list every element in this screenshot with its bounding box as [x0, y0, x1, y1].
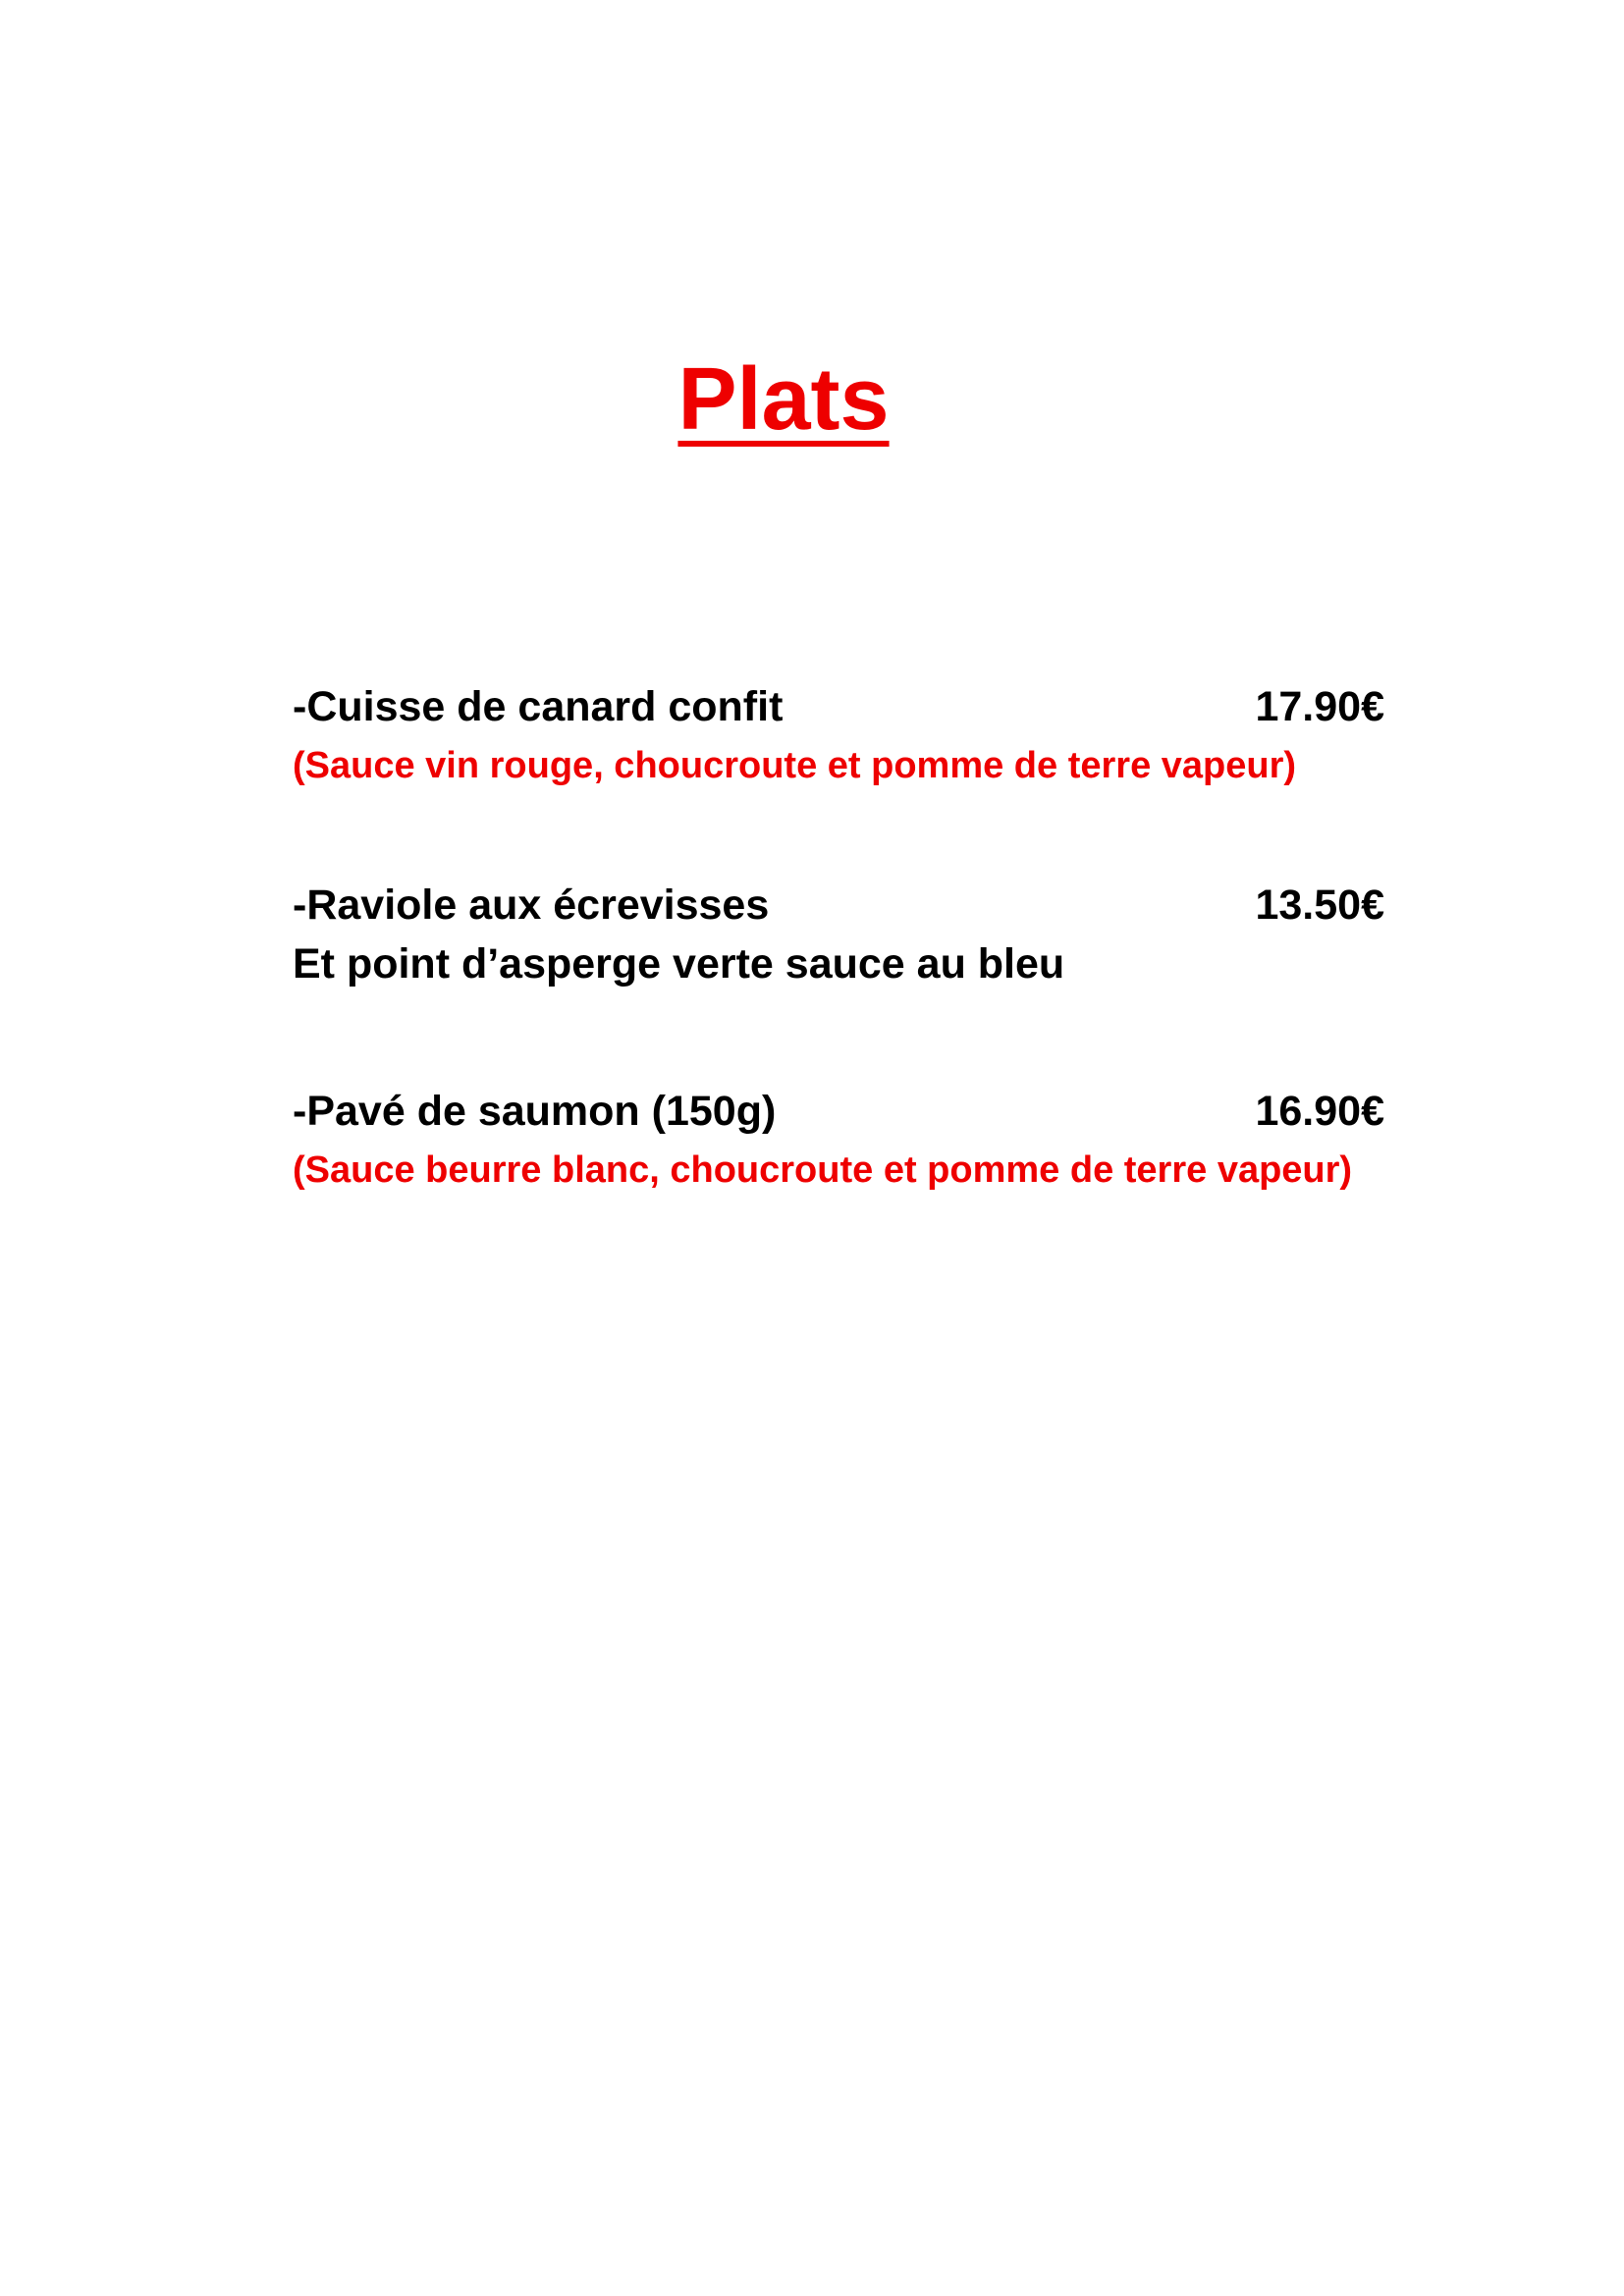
dish-item — [293, 1082, 1384, 1200]
dish-item — [293, 677, 1384, 795]
dish-header — [293, 876, 1384, 934]
dish-price: 16.90€ — [1255, 1088, 1384, 1135]
dish-header — [293, 677, 1384, 736]
dish-item — [293, 876, 1384, 993]
dish-name: -Cuisse de canard confit — [293, 683, 784, 730]
dish-name: -Raviole aux écrevisses — [293, 881, 770, 929]
dish-description: (Sauce vin rouge, choucroute et pomme de terre vapeur) — [293, 745, 1297, 786]
page-title: Plats — [677, 350, 890, 449]
dish-price: 13.50€ — [1255, 881, 1384, 929]
dish-name: -Pavé de saumon (150g) — [293, 1088, 777, 1135]
dish-description: (Sauce beurre blanc, choucroute et pomme de terre vapeur) — [293, 1149, 1353, 1191]
dish-header — [293, 1082, 1384, 1141]
dish-price: 17.90€ — [1255, 683, 1384, 730]
dish-description: Et point d’asperge verte sauce au bleu — [293, 940, 1065, 988]
